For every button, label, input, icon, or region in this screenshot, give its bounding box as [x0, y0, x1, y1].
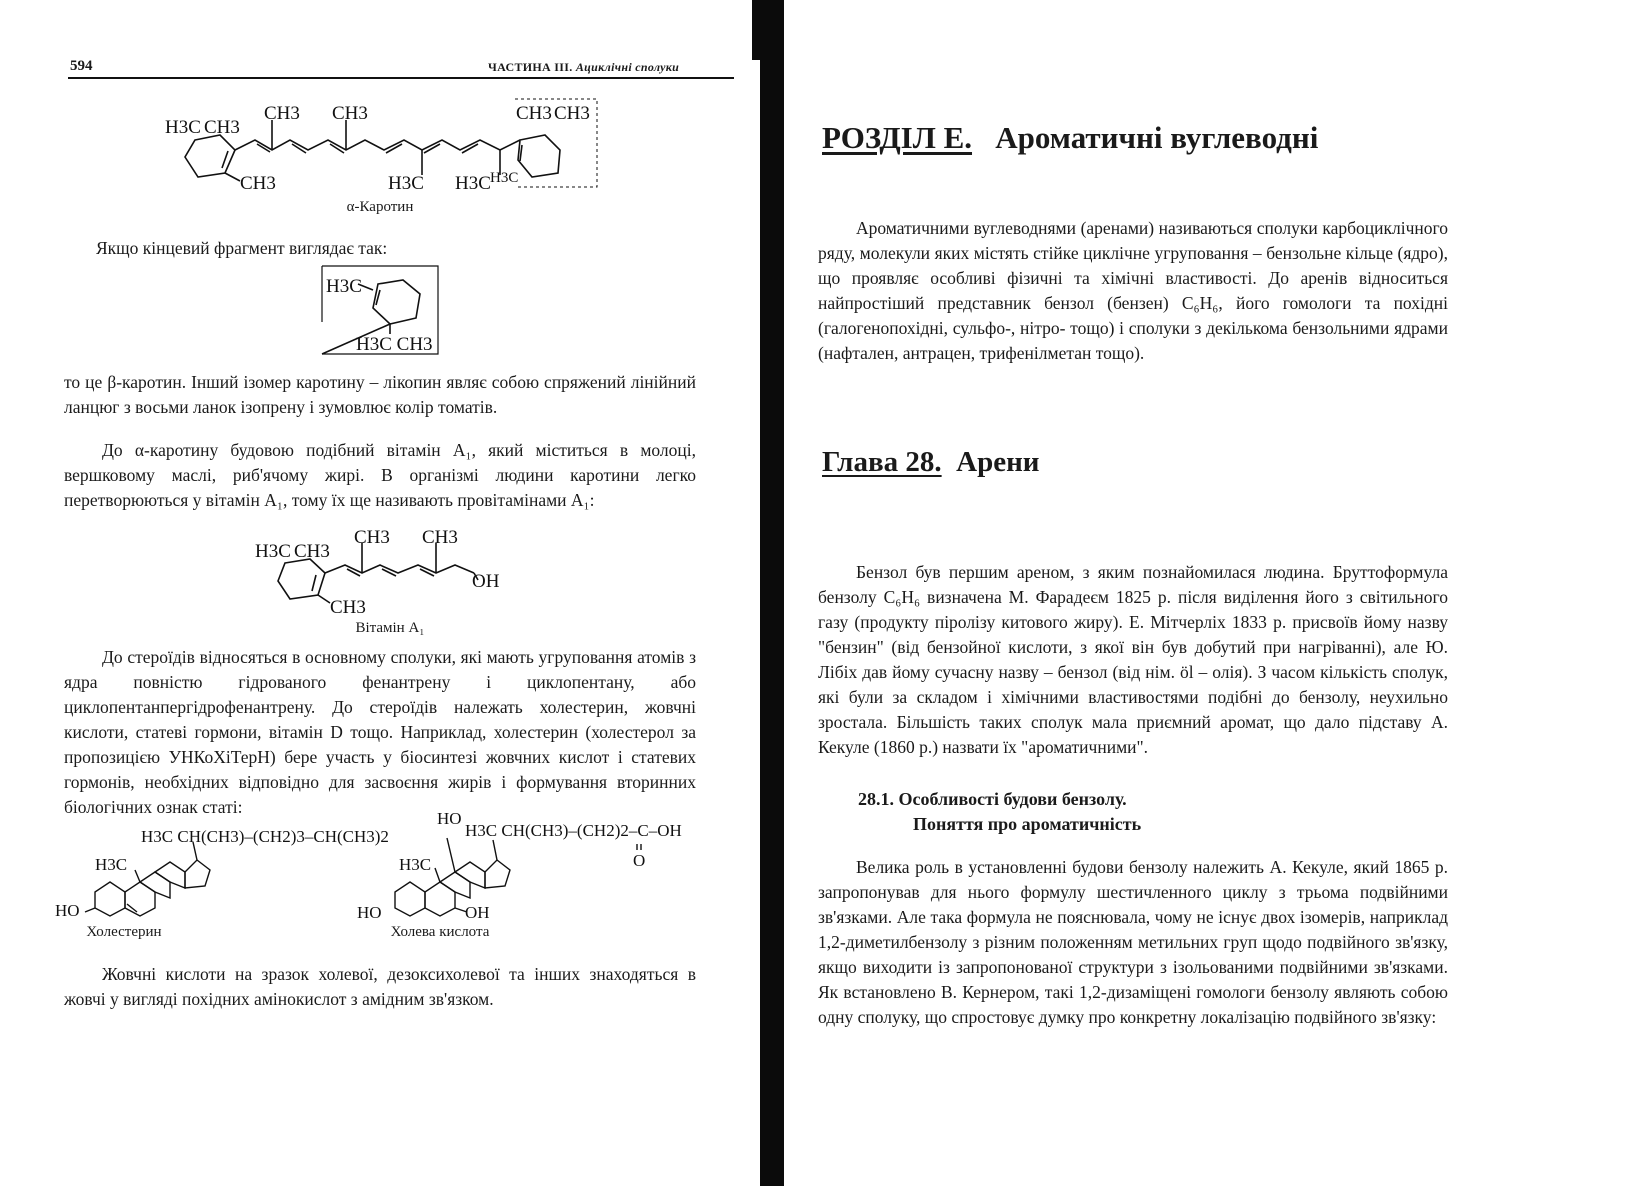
vitamin-a1-structure [250, 525, 520, 620]
cholic-acid-structure [355, 808, 705, 923]
alpha-carotene-label: H3C [388, 173, 424, 194]
alpha-carotene-label: H3C [165, 117, 201, 138]
para-vitamin-intro: До α-каротину будовою подібний вітамін A₁, який міститься в молоці, вершковому маслі, риб'ячому жирі. В організмі людини каротини легко перетворюються у вітамін A₁, тому їх ще називають провітамінами A₁: [64, 440, 696, 510]
alpha-carotene-caption: α-Каротин [346, 199, 414, 215]
left-page [0, 0, 760, 1186]
cholic-acid-side-chain: H3C CH(CH3)–(CH2)2–C–OH [465, 821, 682, 840]
para-bile-acids: Жовчні кислоти на зразок холевої, дезоксихолевої та інших знаходяться в жовчі у вигляді похідних амінокислот з амідним зв'язком. [64, 964, 696, 1009]
vitamin-a1-label: OH [472, 571, 500, 592]
cholic-acid-caption: Холева кислота [390, 924, 490, 940]
fragment-label-top: H3C [326, 276, 362, 297]
alpha-carotene-label: CH3 [204, 117, 240, 138]
header-rule [68, 77, 734, 79]
vitamin-a1-label: H3C [255, 541, 291, 562]
chapter-title: Арени [956, 446, 1040, 478]
running-head [488, 60, 679, 75]
alpha-carotene-label: CH3 [264, 103, 300, 124]
alpha-carotene-label: CH3 [332, 103, 368, 124]
right-page [780, 0, 1646, 1186]
cholesterol-side-chain: H3C CH(CH3)–(CH2)3–CH(CH3)2 [141, 827, 389, 846]
cholic-acid-label: H3C [399, 855, 432, 874]
vitamin-a1-label: CH3 [354, 527, 390, 548]
cholic-acid-label: OH [465, 903, 490, 922]
para-steroids: До стероїдів відносяться в основному сполуки, які мають угруповання атомів з ядра повністю гідрованого фенантрену і циклопентану, або циклопентанпергідрофенантрену. До стероїдів належать холестерин, жовчні кислоти, статеві гормони, вітамін D тощо. Наприклад, холестерин (холестерол за пропозицією УНКоХіТерН) бере участь у біосинтезі жовчних кислот і статевих гормонів, необхідних відповідно для засвоєння жирів і формування вторинних біологічних ознак статі: [64, 647, 696, 817]
page-number: 594 [70, 58, 93, 74]
intro-paragraph: Ароматичними вуглеводнями (аренами) називаються сполуки карбоциклічного ряду, молекули яких містять стійке циклічне угруповання – бензольне кільце (ядро), що проявляє особливі фізичні та хімічні властивості. До аренів відноситься найпростіший представник бензол (бензен) C₆H₆, його гомологи та похідні (галогенопохідні, сульфо-, нітро- тощо) і сполуки з декількома бензольними ядрами (нафтален, антрацен, трифенілметан тощо). [818, 218, 1448, 363]
alpha-carotene-label: H3C [455, 173, 491, 194]
vitamin-a1-label: CH3 [330, 597, 366, 618]
alpha-carotene-label: CH3 [516, 103, 552, 124]
beta-fragment-structure [318, 262, 448, 357]
para-fragment: Якщо кінцевий фрагмент виглядає так: [96, 238, 388, 258]
para-benzene-history: Бензол був першим ареном, з яким познайомилася людина. Бруттоформула бензолу C₆H₆ визначена М. Фарадеєм 1825 р. після виділення його з світильного газу (продукту піролізу китового жиру). Е. Мітчерліх 1833 р. присвоїв йому назву "бензин" (від бензойної кислоти, з якої він був добутий при нагріванні), але Ю. Лібіх дав йому сучасну назву – бензол (від нім. öl – олія). З часом кількість сполук, які були за складом і хімічними властивостями подібні до бензолу, неухильно зростала. Більшість таких сполук мала приємний аромат, що дало підставу А. Кекуле (1860 р.) назвати їх "ароматичними". [818, 562, 1448, 757]
chapter-label: Глава 28. [822, 446, 942, 478]
vitamin-a1-label: CH3 [422, 527, 458, 548]
subsection-heading [858, 787, 1141, 837]
alpha-carotene-label: H3C [490, 170, 519, 186]
running-head-title: Ациклічні сполуки [575, 60, 680, 74]
cholesterol-label: HO [55, 901, 80, 920]
running-head-part: ЧАСТИНА III. [488, 60, 573, 74]
alpha-carotene-label: CH3 [240, 173, 276, 194]
section-title: Ароматичні вуглеводні [995, 120, 1319, 155]
section-label: РОЗДІЛ Е. [822, 120, 973, 155]
vitamin-a1-caption: Вітамін A₁ [355, 620, 425, 636]
vitamin-a1-label: CH3 [294, 541, 330, 562]
alpha-carotene-structure [160, 95, 630, 215]
book-spine-notch [752, 0, 764, 60]
chapter-heading [822, 446, 1040, 479]
cholic-acid-label: HO [437, 809, 462, 828]
section-heading [822, 120, 1318, 156]
para-kekule: Велика роль в установленні будови бензолу належить А. Кекуле, який 1865 р. запропонував для нього формулу шестичленного циклу з трьома подвійними зв'язками. Але така формула не пояснювала, чому не існує двох ізомерів, наприклад 1,2-диметилбензолу з різним положенням метильних груп щодо подвійного зв'язку, якщо виходити із запропонованої структури з ізольованими подвійними зв'язками. Як встановлено В. Кернером, такі 1,2-дизаміщені гомологи бензолу являють собою одну сполуку, що спростовує думку про конкретну локалізацію подвійного зв'язку: [818, 857, 1448, 1027]
cholic-acid-label: HO [357, 903, 382, 922]
fragment-label-bottom: H3C CH3 [356, 334, 433, 355]
cholesterol-caption: Холестерин [86, 924, 162, 940]
para-beta-carotene: то це β-каротин. Інший ізомер каротину – лікопин являє собою спряжений лінійний ланцюг з восьми ланок ізопрену і зумовлює колір томатів. [64, 372, 696, 417]
cholesterol-label: H3C [95, 855, 128, 874]
cholic-acid-label: O [633, 851, 646, 870]
subsection-line2: Поняття про ароматичність [913, 814, 1142, 834]
subsection-line1: 28.1. Особливості будови бензолу. [858, 789, 1127, 809]
alpha-carotene-label: CH3 [554, 103, 590, 124]
